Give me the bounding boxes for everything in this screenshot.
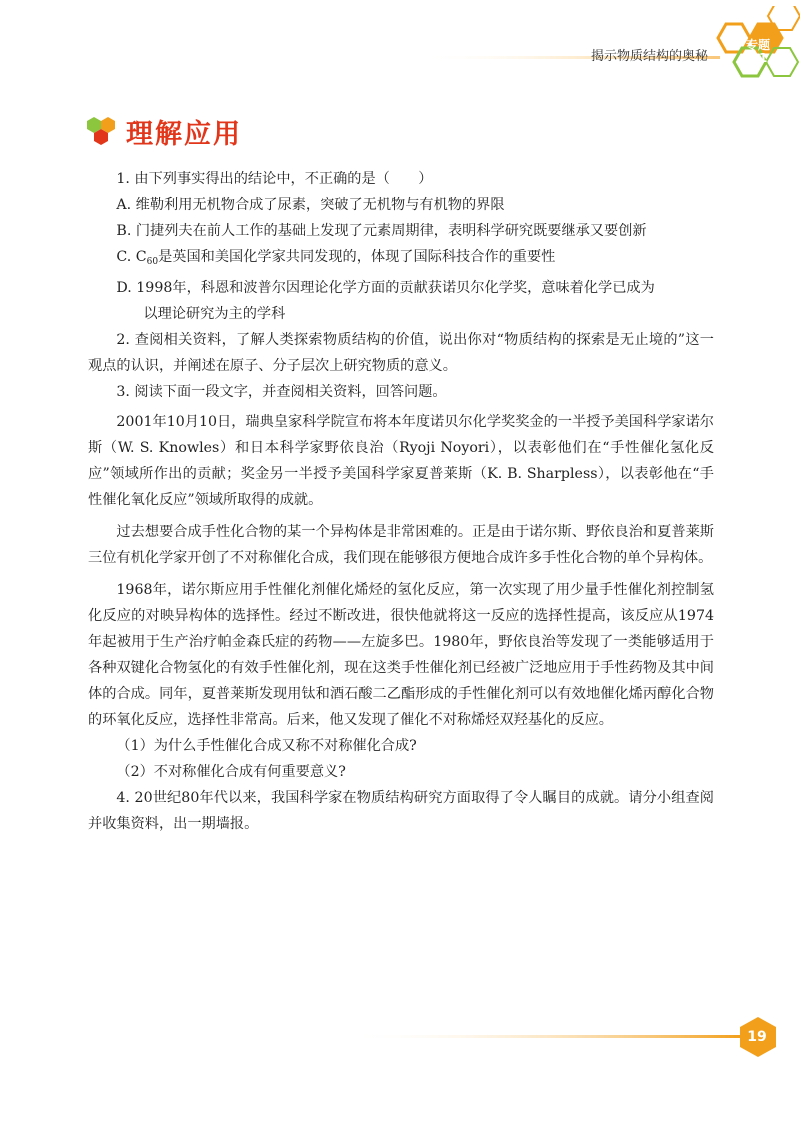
q1-option-c (88, 244, 714, 275)
q2-text: 2. 查阅相关资料，了解人类探索物质结构的价值，说出你对“物质结构的探索是无止境的”这一观点的认识，并阐述在原子、分子层次上研究物质的意义。 (88, 332, 714, 374)
q3-stem: 3. 阅读下面一段文字，并查阅相关资料，回答问题。 (116, 384, 447, 400)
q1-option-c-pre: C. C (116, 249, 147, 265)
q1-option-d-line1: D. 1998年，科恩和波普尔因理论化学方面的贡献获诺贝尔化学奖，意味着化学已成为 (116, 280, 655, 296)
q1-option-a: A. 维勒利用无机物合成了尿素，突破了无机物与有机物的界限 (116, 197, 505, 213)
footer-rule (350, 1030, 740, 1044)
topic-label: 专题 (746, 38, 771, 52)
q3-subquestion-1: （1）为什么手性催化合成又称不对称催化合成? (116, 738, 417, 754)
q3-paragraph-1: 2001年10月10日，瑞典皇家科学院宣布将本年度诺贝尔化学奖奖金的一半授予美国科学家诺尔斯（W. S. Knowles）和日本科学家野依良治（Ryoji Noyori），以表彰他们在“手性催化氢化反应”领域所作出的贡献；奖金另一半授予美国科学家夏普莱斯（K. B. Sharpless），以表彰他在“手性催化氧化反应”领域所取得的成就。 (88, 414, 714, 508)
q1-option-d-line2: 以理论研究为主的学科 (143, 306, 286, 322)
q3-paragraph-3: 1968年，诺尔斯应用手性催化剂催化烯烃的氢化反应，第一次实现了用少量手性催化剂控制氢化反应的对映异构体的选择性。经过不断改进，很快他就将这一反应的选择性提高，该反应从1974年起被用于生产治疗帕金森氏症的药物——左旋多巴。1980年，野依良治等发现了一类能够适用于各种双键化合物氢化的有效手性催化剂，现在这类手性催化剂已经被广泛地应用于手性药物及其中间体的合成。同年，夏普莱斯发现用钛和酒石酸二乙酯形成的手性催化剂可以有效地催化烯丙醇化合物的环氧化反应，选择性非常高。后来，他又发现了催化不对称烯烃双羟基化的反应。 (88, 582, 714, 728)
section-title: 理解应用 (126, 119, 242, 150)
q1-stem: 1. 由下列事实得出的结论中，不正确的是（ ） (116, 171, 433, 187)
q1-option-c-post: 是英国和美国化学家共同发现的，体现了国际科技合作的重要性 (158, 249, 556, 265)
page-number: 19 (747, 1029, 767, 1045)
hexagon-cluster-icon (84, 116, 118, 146)
q3-paragraph-2: 过去想要合成手性化合物的某一个异构体是非常困难的。正是由于诺尔斯、野依良治和夏普莱斯三位有机化学家开创了不对称催化合成，我们现在能够很方便地合成许多手性化合物的单个异构体。 (88, 524, 714, 566)
header-title: 揭示物质结构的奥秘 (590, 49, 708, 64)
topic-number: 1 (759, 51, 768, 65)
q1-option-b: B. 门捷列夫在前人工作的基础上发现了元素周期律，表明科学研究既要继承又要创新 (116, 223, 647, 239)
q3-subquestion-2: （2）不对称催化合成有何重要意义? (116, 764, 346, 780)
exercise-content (88, 166, 714, 837)
q1-option-c-sub: 60 (146, 257, 159, 267)
q4-text: 4. 20世纪80年代以来，我国科学家在物质结构研究方面取得了令人瞩目的成就。请分小组查阅并收集资料，出一期墙报。 (88, 790, 714, 832)
